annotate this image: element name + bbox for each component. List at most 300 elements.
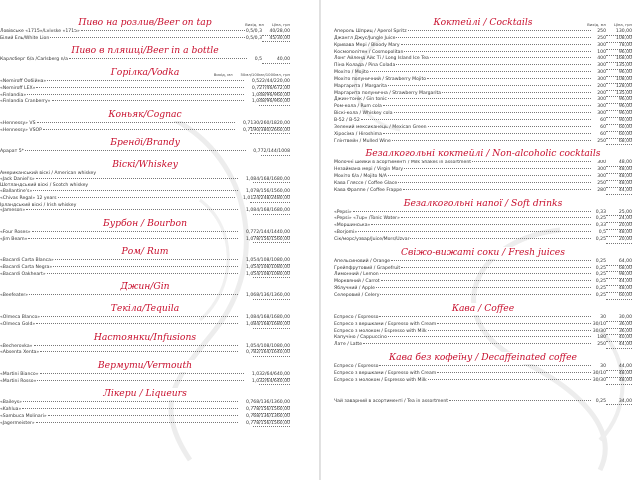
item-name: Ром-кола / Rum cola [334, 104, 382, 110]
menu-item [0, 322, 290, 329]
item-name: «Hennessy» VS [0, 120, 36, 126]
dot-leader [404, 51, 591, 52]
item-volume: 30/10 [592, 370, 606, 376]
item-volume: 300 [597, 63, 606, 69]
dot-leader [404, 168, 591, 169]
dot-leader [58, 197, 236, 198]
item-name: «Sambuca Molinari» [0, 413, 47, 419]
item-price: 54/108/1080,00 [253, 258, 290, 264]
item-volume: 0,7 [253, 149, 261, 155]
item-name: Зелений мексиканець / Mexican Green [334, 124, 427, 130]
item-price: 24,00 [606, 216, 632, 223]
section-title: Віскі/Whiskey [108, 159, 182, 171]
item-volume: 1,0 [245, 321, 254, 327]
item-volume: 0,5/0,3 [245, 35, 262, 41]
item-name: Еспресо / Espresso [334, 314, 379, 320]
dot-leader [442, 92, 591, 93]
item-price: 84/168/1680,00 [253, 321, 290, 327]
item-price: 20,00 [606, 237, 632, 244]
section-heading [334, 198, 632, 210]
item-price: 25,00 [606, 210, 632, 217]
item-name: «Jagermeister» [0, 420, 35, 426]
item-volume: 300 [597, 70, 606, 76]
menu-item [334, 371, 632, 378]
item-price: 72/144/1440,00 [253, 229, 290, 235]
item-price: 20,00 [606, 223, 632, 230]
item-volume: 30/30 [592, 328, 606, 334]
menu-item [334, 335, 632, 342]
section-heading [0, 218, 290, 230]
dot-leader [29, 294, 238, 295]
item-price: 44,00 [606, 342, 632, 349]
dot-leader [27, 94, 244, 95]
item-volume: 60 [600, 124, 606, 130]
menu-item [334, 378, 632, 385]
item-volume: 250 [597, 342, 606, 348]
menu-item [334, 70, 632, 77]
item-price: 78/156/1560,00 [253, 420, 290, 426]
menu-item [0, 189, 290, 196]
dot-leader [371, 224, 591, 225]
dot-leader [398, 182, 591, 183]
item-name: B-52 / B-52 [334, 117, 360, 123]
menu-item [334, 118, 632, 125]
item-volume: 0,25 [595, 272, 606, 278]
item-price: 30,00 [606, 315, 632, 322]
item-name: Лонг Айленд Айс Ті / Long Island Ice Tea [334, 56, 429, 62]
item-name: «Baileys» [0, 400, 22, 406]
item-volume: 1,0 [245, 271, 254, 277]
dot-leader [41, 316, 238, 317]
item-volume: 1,0 [251, 99, 260, 105]
item-volume: 1,0 [251, 378, 260, 384]
section-title: Бурбон / Bourbon [99, 218, 191, 230]
dot-leader [380, 273, 591, 274]
dot-leader [370, 71, 591, 72]
item-name: Еспресо / Espresso [334, 364, 379, 370]
column-headers [237, 19, 290, 31]
item-volume: 300 [597, 111, 606, 117]
item-volume: 0,7 [251, 85, 260, 91]
dot-leader [401, 217, 591, 218]
menu-item [334, 77, 632, 84]
menu-item [334, 315, 632, 322]
item-price: 84/168/1680,00 [253, 208, 290, 214]
item-volume: 250 [597, 35, 606, 41]
dot-leader [34, 345, 239, 346]
item-price: 82/164/1640,00 [253, 350, 290, 356]
menu-page-right [334, 14, 632, 405]
item-name: Лате / Latte [334, 342, 363, 348]
item-name: «Pepsi» [334, 209, 352, 215]
item-name: Мохіто полуничний / Strawberry Mojito [334, 76, 427, 82]
item-volume: 300 [597, 104, 606, 110]
item-price: 48,00 [606, 181, 632, 188]
item-price: 48,00 [606, 286, 632, 293]
menu-item [0, 121, 290, 128]
section-heading [334, 303, 632, 315]
dot-leader [69, 58, 247, 59]
section-title: Коктейлі / Cocktails [430, 17, 537, 29]
column-header: 50мл/100мл/1000мл, грн [240, 72, 290, 78]
section-heading [0, 159, 290, 171]
dot-leader [388, 175, 591, 176]
menu-item [334, 322, 632, 329]
item-name: Капучіно / Cappuccino [334, 335, 387, 341]
menu-item [334, 279, 632, 286]
item-name: «Jim Beam» [0, 236, 28, 242]
item-price: 84/168/1680,00 [253, 315, 290, 321]
item-volume: 0,7 [243, 127, 251, 133]
item-volume: 0,5 [251, 79, 260, 85]
item-volume: 0,7 [243, 120, 251, 126]
item-volume: 1,0 [245, 236, 254, 242]
item-volume: 0,7 [245, 350, 254, 356]
dot-leader [428, 126, 591, 127]
menu-item [0, 128, 290, 135]
item-volume: 300 [597, 42, 606, 48]
menu-item [334, 216, 632, 223]
menu-item-tea [334, 399, 632, 406]
dot-leader [403, 189, 591, 190]
item-price: 68/136/1360,00 [253, 413, 290, 419]
dot-leader [383, 105, 591, 106]
menu-page-left [0, 14, 290, 427]
item-name: Мохіто / Mojito [334, 70, 369, 76]
menu-item [0, 407, 290, 414]
item-name: «Martini Bianco» [0, 371, 39, 377]
menu-item [0, 237, 290, 244]
item-price: 135,00 [606, 91, 632, 98]
menu-item [334, 364, 632, 371]
dot-leader [394, 112, 591, 113]
dot-leader [392, 140, 591, 141]
menu-item [0, 272, 290, 279]
item-price: 96,00 [606, 104, 632, 111]
menu-item [334, 167, 632, 174]
item-price: 54/108/1080,00 [253, 265, 290, 271]
item-volume: 300 [597, 167, 606, 173]
item-volume: 0,25 [595, 286, 606, 292]
item-price: 72/144/1008 [260, 149, 290, 155]
item-name: «Nemiroff Ообійна» [0, 79, 47, 85]
dot-leader [22, 408, 238, 409]
item-volume: 1,0 [245, 189, 254, 195]
item-name: Арарат 5* [0, 149, 24, 155]
item-price: 98,00 [606, 272, 632, 279]
item-price: 48,00 [606, 160, 632, 167]
dot-leader [396, 64, 591, 65]
item-price: 108,00 [606, 36, 632, 43]
item-volume: 60 [600, 131, 606, 137]
dot-leader [379, 316, 591, 317]
section-heading [0, 17, 290, 29]
item-name: «Beefeater» [0, 293, 29, 299]
item-volume: 1,0 [251, 371, 260, 377]
item-name: «Jack Daniel's» [0, 176, 35, 182]
dot-leader [53, 266, 238, 267]
dot-leader [437, 323, 591, 324]
item-name: «Bacardi Oakheart» [0, 271, 46, 277]
menu-item [0, 265, 290, 272]
item-price: 96,00 [606, 50, 632, 57]
section-title: Пиво в пляшці/Beer in a bottle [67, 45, 222, 57]
dot-leader [410, 238, 591, 239]
item-price: 190/380/2660,00 [250, 127, 290, 133]
item-volume: 250 [597, 138, 606, 144]
dot-leader [52, 100, 245, 101]
menu-item [334, 259, 632, 266]
item-volume: 30 [600, 364, 606, 370]
dot-leader [388, 98, 591, 99]
item-price: 32/64/640,00 [259, 371, 290, 377]
item-price: 78/156/1560,00 [253, 236, 290, 242]
dot-leader [380, 294, 591, 295]
item-price: 40,00 [262, 57, 290, 64]
dot-leader [361, 119, 591, 120]
item-price: 40,00 [606, 335, 632, 342]
dot-leader [358, 231, 591, 232]
item-price: 130/260/1820,00 [250, 120, 290, 126]
item-volume: 250 [597, 180, 606, 186]
item-price: 68,00 [606, 139, 632, 146]
item-name: «Four Roses» [0, 229, 31, 235]
dot-leader [401, 267, 591, 268]
menu-item [334, 293, 632, 300]
section-title: Джин/Gin [116, 281, 173, 293]
dot-leader [379, 365, 591, 366]
item-price: 44,00 [606, 364, 632, 371]
menu-item [0, 99, 290, 106]
item-volume: 300 [597, 160, 606, 166]
dot-leader [26, 209, 238, 210]
section-title: Текіла/Tequila [107, 303, 183, 315]
item-name: Молочні шейки в асортименті / Milk Shakes in assortment [334, 160, 472, 166]
item-volume: 400 [597, 56, 606, 62]
dot-leader [25, 150, 246, 151]
item-price: 48,00 [606, 371, 632, 378]
item-volume: 0,5/0,3 [245, 29, 262, 34]
column-header: Ціна, грн [271, 22, 290, 27]
item-price: 48/96/960,00 [259, 99, 290, 105]
item-volume: 100 [597, 49, 606, 55]
item-name: Кава Фраппе / Coffee Frappe [334, 187, 403, 193]
item-price: 36,00 [606, 329, 632, 336]
dot-leader [401, 44, 591, 45]
item-volume: 0,33 [595, 209, 606, 215]
menu-item [334, 174, 632, 181]
item-name: Піна Колада / Pina Colada [334, 63, 396, 69]
item-volume: 30 [600, 314, 606, 320]
item-volume: 300 [597, 97, 606, 103]
menu-item [334, 139, 632, 146]
item-volume: 300 [597, 76, 606, 82]
menu-item [334, 125, 632, 132]
dot-leader [36, 87, 244, 88]
section-title: Настоянки/Infusions [90, 332, 200, 344]
menu-item [0, 379, 290, 386]
menu-item [334, 237, 632, 244]
item-volume: 1,0 [245, 343, 254, 349]
dot-leader [430, 57, 591, 58]
dot-leader [32, 231, 239, 232]
item-name: Маргарита / Margarita [334, 83, 387, 89]
item-volume: 0,5 [598, 230, 606, 236]
item-name: Чай заварний в асортименті / Tea in assortment [334, 398, 449, 404]
section-title: Коньяк/Cognac [104, 109, 185, 121]
menu-item [0, 350, 290, 357]
item-volume: 1,0 [245, 208, 254, 214]
item-name: «Ballantine's» [0, 189, 33, 195]
menu-item [334, 223, 632, 230]
item-price: 36,00 [606, 322, 632, 329]
dot-leader [37, 380, 244, 381]
menu-item [334, 188, 632, 195]
item-name: «Becherovka» [0, 343, 33, 349]
section-heading [0, 67, 290, 79]
menu-item [0, 293, 290, 300]
item-volume: 1,0 [245, 265, 254, 271]
column-headers [206, 69, 290, 81]
item-name: «Jameson» [0, 208, 26, 214]
item-volume: 0,25 [595, 398, 606, 404]
item-name: Ірландський віскі / Irish whiskey [0, 202, 77, 208]
menu-item [334, 36, 632, 43]
column-header: Вихід, мл [245, 22, 264, 27]
item-price: 135,00 [606, 63, 632, 70]
item-price: 34,00 [606, 399, 632, 406]
item-volume: 0,7 [245, 229, 254, 235]
item-volume: 0,7 [245, 407, 254, 413]
dot-leader [428, 330, 591, 331]
section-title: Свіжо-вижаті соки / Fresh juices [397, 247, 569, 259]
dot-leader [36, 323, 238, 324]
item-volume: 0,25 [595, 236, 606, 242]
item-volume: 30/30 [592, 377, 606, 383]
menu-item [334, 181, 632, 188]
dot-leader [81, 30, 245, 31]
item-name: «Finlandia» [0, 92, 27, 98]
menu-item [0, 57, 290, 64]
item-volume: 30/10 [592, 321, 606, 327]
item-name: «Absenta Xenta» [0, 350, 40, 356]
section-heading [334, 352, 632, 364]
item-name: Морквяний / Carrot [334, 279, 380, 285]
menu-item [0, 315, 290, 322]
item-price: 60,00 [606, 132, 632, 139]
item-volume: 200 [597, 83, 606, 89]
item-name: «Chivas Regal» 12 years [0, 195, 57, 201]
item-name: Еспресо з молоком / Espresso with Milk [334, 377, 427, 383]
section-title: Ром/ Rum [118, 246, 173, 258]
item-volume: 250 [597, 29, 606, 34]
item-name: «Kahlua» [0, 407, 22, 413]
section-title: Кава / Coffee [448, 303, 518, 315]
dot-leader [391, 260, 591, 261]
item-name: Карлсберг б/а /Carlsberg n/a [0, 57, 68, 63]
item-name: «Bacardi Carta Blanca» [0, 258, 54, 264]
item-price: 96,00 [606, 97, 632, 104]
dot-leader [47, 273, 239, 274]
item-price: 48/96/960,00 [259, 92, 290, 98]
item-name: Апероль Шприц / Aperol Spritz [334, 29, 407, 34]
menu-item [0, 372, 290, 379]
section-title: Безалкогольні коктейлі / Non-alcoholic cocktails [361, 148, 604, 160]
dot-leader [383, 133, 591, 134]
item-price: 84/168/1680,00 [253, 176, 290, 182]
item-price: 48,00 [606, 378, 632, 385]
item-price: 54/108/1080,00 [253, 271, 290, 277]
item-volume: 0,7 [245, 413, 254, 419]
item-volume: 0,7 [245, 400, 254, 406]
item-name: Білий Ель/White Lion [0, 35, 50, 41]
item-name: Космополітен / Cosmopolitan [334, 49, 404, 55]
section-heading [0, 332, 290, 344]
item-price: 68,00 [606, 266, 632, 273]
menu-item [334, 43, 632, 50]
item-price: 60,00 [606, 125, 632, 132]
item-price: 90,00 [606, 118, 632, 125]
item-price: 45/30,00 [262, 36, 290, 43]
item-name: «Martini Rosso» [0, 378, 37, 384]
item-name: Віскі-кола / Whiskey cola [334, 111, 393, 117]
item-name: «Borjomi» [334, 230, 358, 236]
item-volume: 1,0 [245, 258, 254, 264]
dot-leader [396, 37, 591, 38]
dot-leader [353, 211, 591, 212]
item-volume: 1,0 [243, 195, 251, 201]
menu-item [334, 84, 632, 91]
menu-item [0, 196, 290, 203]
section-heading [334, 17, 632, 29]
dot-leader [55, 259, 238, 260]
dot-leader [23, 401, 238, 402]
column-header: Ціна, грн [613, 22, 632, 27]
item-price: 48,00 [606, 174, 632, 181]
item-volume: 1,0 [251, 92, 260, 98]
section-heading [0, 45, 290, 57]
item-name: Грейпфрутовий / Grapefruit [334, 265, 401, 271]
item-name: Американський віскі / American whiskey [0, 171, 97, 177]
item-name: Джин-тонік / Gin tonic [334, 97, 387, 103]
item-name: «Olmeca Blanco» [0, 315, 41, 321]
column-header: Вихід, мл [587, 22, 606, 27]
dot-leader [50, 37, 245, 38]
item-volume: 0,25 [595, 279, 606, 285]
item-volume: 0,25 [595, 216, 606, 222]
item-volume: 0,7 [245, 420, 254, 426]
section-title: Вермути/Vermouth [94, 360, 196, 372]
item-price: 78/156/1560,00 [253, 189, 290, 195]
dot-leader [48, 415, 239, 416]
item-price: 48,00 [606, 167, 632, 174]
item-name: Сік/морс/узвар/Juice/Mors/Uzvar [334, 236, 410, 242]
item-volume: 300 [597, 174, 606, 180]
item-price: 108,00 [606, 77, 632, 84]
item-volume: 0,25 [595, 293, 606, 298]
dot-leader [43, 129, 235, 130]
dot-leader [388, 336, 591, 337]
item-price: 124/248/2480,00 [250, 195, 290, 201]
item-price: 128,00 [606, 84, 632, 91]
menu-item [334, 111, 632, 118]
dot-leader [36, 178, 239, 179]
item-price: 54/108/1080,00 [253, 343, 290, 349]
item-price: 22/44/220,00 [259, 79, 290, 85]
section-heading [0, 246, 290, 258]
dot-leader [449, 400, 591, 401]
item-volume: 0,25 [595, 265, 606, 271]
